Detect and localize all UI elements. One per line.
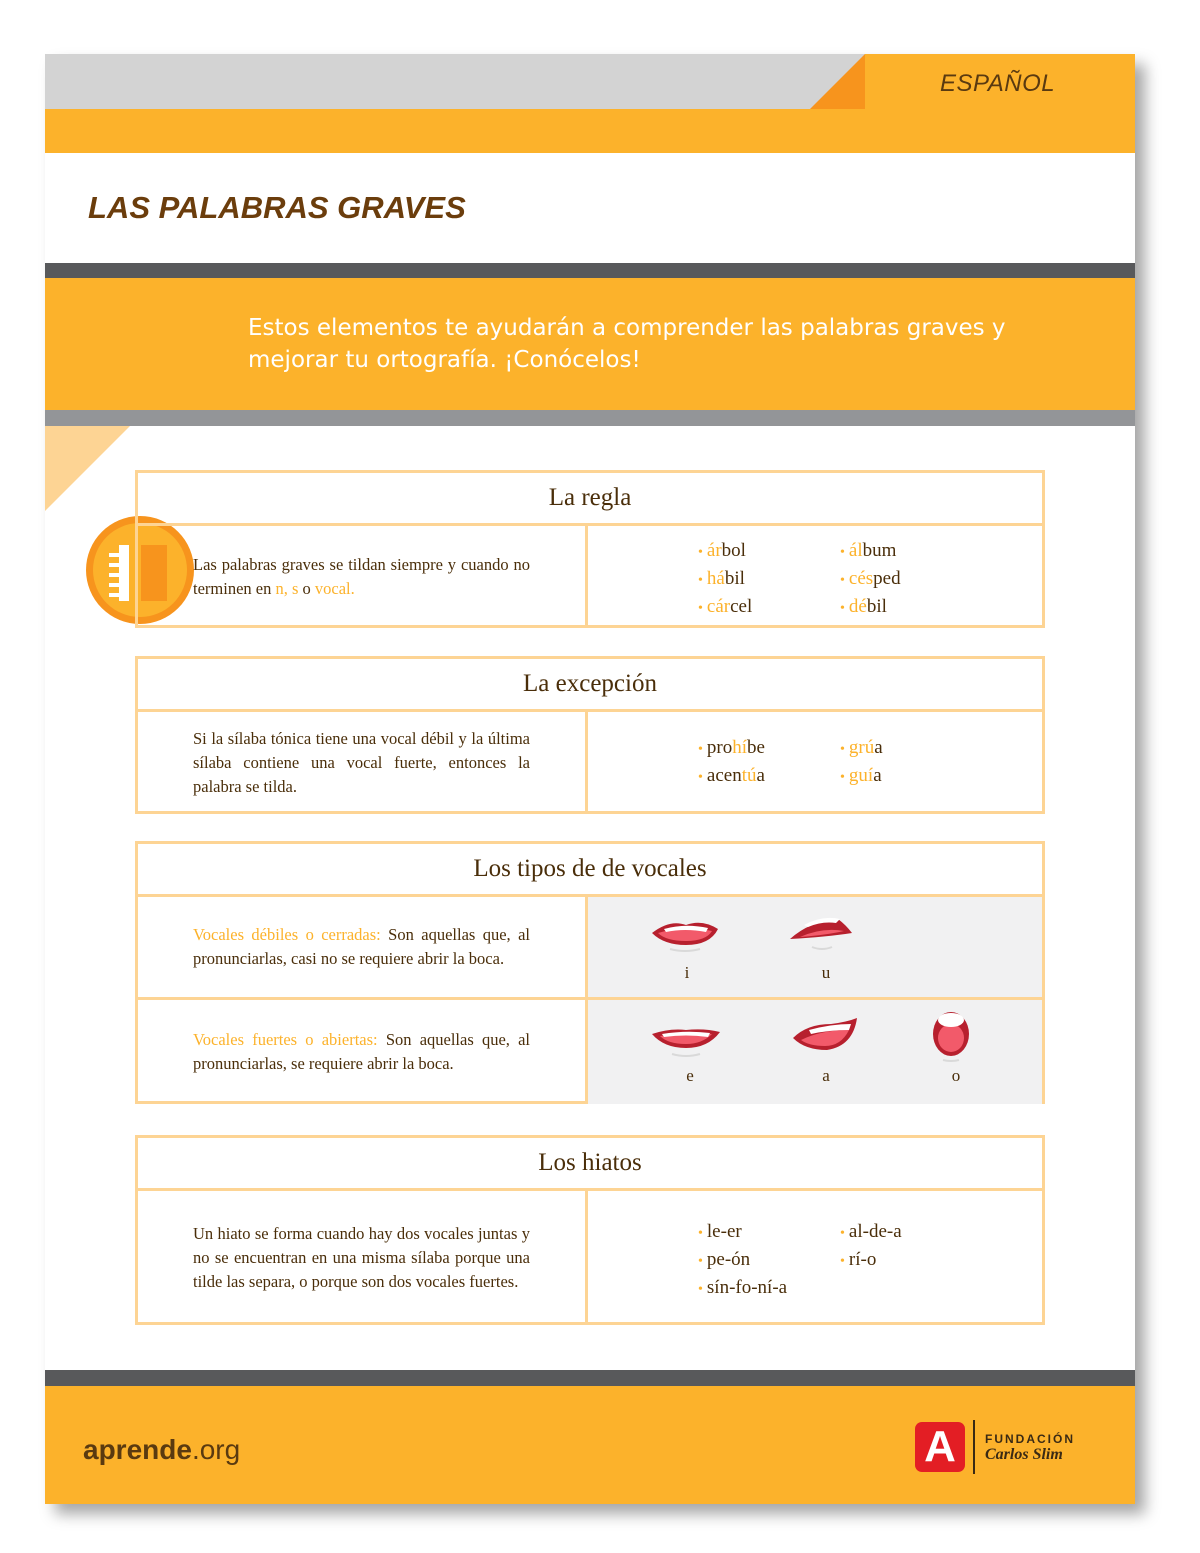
list-item: • rí-o (840, 1249, 877, 1270)
vocales-title: Los tipos de de vocales (138, 844, 1042, 897)
vowel-label: u (821, 963, 831, 982)
intro-text: Estos elementos te ayudarán a comprender las palabras graves y mejorar tu ortografía. ¡Conócelos! (248, 315, 1006, 373)
list-item: • al-de-a (840, 1221, 902, 1242)
list-item: • hábil (698, 568, 745, 589)
list-item: • guía (840, 765, 882, 786)
mouth-e-icon (650, 1020, 720, 1060)
hiatos-examples (588, 1191, 1042, 1325)
regla-title: La regla (138, 473, 1042, 526)
list-item: • pe-ón (698, 1249, 751, 1270)
logo-separator (973, 1420, 975, 1474)
logo-text-carlos-slim: Carlos Slim (985, 1446, 1063, 1463)
list-item: • cárcel (698, 596, 753, 617)
divider-bar (45, 263, 1135, 278)
logo-text-fundacion: FUNDACIÓN (985, 1432, 1075, 1446)
regla-examples (588, 526, 1042, 628)
mouth-i-icon (650, 915, 720, 955)
mouth-o-icon (926, 1008, 976, 1062)
footer (45, 1386, 1135, 1504)
vocales-fuertes-mouths (588, 1000, 1042, 1104)
hiatos-title: Los hiatos (138, 1138, 1042, 1191)
list-item: • álbum (840, 540, 897, 561)
list-item: • césped (840, 568, 901, 589)
regla-text: Las palabras graves se tildan siempre y cuando no terminen en n, s o vocal. (138, 526, 588, 628)
hiatos-text: Un hiato se forma cuando hay dos vocales juntas y no se encuentran en una misma sílaba porque una tilde las separa, o porque son dos vocales fuertes. (138, 1191, 588, 1325)
list-item: • prohíbe (698, 737, 765, 758)
list-item: • débil (840, 596, 887, 617)
excepcion-words-right (840, 735, 883, 791)
mouth-a-icon (791, 1016, 861, 1056)
list-item: • sín-fo-ní-a (698, 1277, 788, 1298)
subject-label: ESPAÑOL (940, 70, 1056, 97)
worksheet-page (45, 54, 1135, 1504)
vowel-label: e (686, 1066, 694, 1085)
top-orange-strip (45, 109, 1135, 153)
vocales-debiles-mouths (588, 897, 1042, 997)
tab-notch (810, 54, 865, 109)
vocales-fuertes-text: Vocales fuertes o abiertas: Son aquellas que, al pronunciarlas, se requiere abrir la boca. (138, 1000, 588, 1104)
regla-words-left (698, 538, 752, 622)
excepcion-text: Si la sílaba tónica tiene una vocal débil y la última sílaba contiene una vocal fuerte, entonces la palabra se tilda. (138, 712, 588, 814)
regla-box (135, 470, 1045, 628)
vowel-label: o (951, 1066, 961, 1085)
vocales-debiles-text: Vocales débiles o cerradas: Son aquellas que, al pronunciarlas, casi no se requiere abrir la boca. (138, 897, 588, 997)
mouth-u-icon (786, 915, 856, 955)
fundacion-logo-icon: A (915, 1422, 965, 1472)
regla-words-right (840, 538, 901, 622)
list-item: • acentúa (698, 765, 765, 786)
excepcion-box (135, 656, 1045, 814)
list-item: • grúa (840, 737, 883, 758)
vowel-label: i (684, 963, 690, 982)
vowel-label: a (822, 1066, 830, 1085)
excepcion-words-left (698, 735, 765, 791)
hiatos-words-right (840, 1219, 902, 1275)
page-title: LAS PALABRAS GRAVES (88, 190, 466, 225)
hiatos-words-left (698, 1219, 787, 1303)
intro-band (45, 278, 1135, 410)
hiatos-box (135, 1135, 1045, 1325)
footer-divider-bar (45, 1370, 1135, 1386)
vocales-box (135, 841, 1045, 1104)
excepcion-examples (588, 712, 1042, 814)
corner-decoration (45, 426, 130, 511)
list-item: • árbol (698, 540, 746, 561)
divider-bar-gray (45, 410, 1135, 426)
brand-link[interactable]: aprende.org (83, 1434, 241, 1465)
list-item: • le-er (698, 1221, 742, 1242)
excepcion-title: La excepción (138, 659, 1042, 712)
